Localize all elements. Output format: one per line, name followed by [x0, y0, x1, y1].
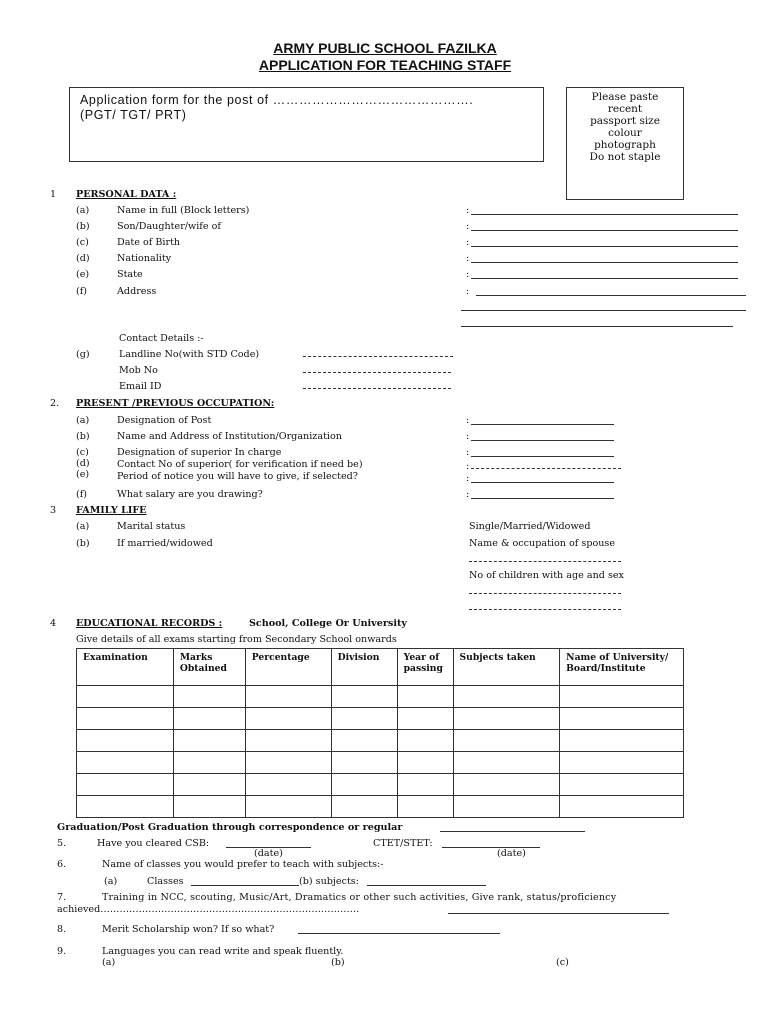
- table-cell[interactable]: [245, 686, 331, 708]
- institution-field[interactable]: [471, 440, 614, 441]
- photo-instruction-line: colour: [608, 127, 642, 139]
- table-cell[interactable]: [397, 796, 453, 818]
- item-letter: (f): [76, 286, 88, 297]
- ctet-label: CTET/STET:: [373, 838, 433, 849]
- table-cell[interactable]: [453, 686, 560, 708]
- table-cell[interactable]: [77, 752, 174, 774]
- item-letter: (b): [76, 431, 90, 442]
- address-field-line-1[interactable]: [476, 295, 746, 296]
- colon: :: [466, 237, 470, 248]
- colon: :: [466, 473, 470, 484]
- column-header-year: Year of passing: [397, 649, 453, 686]
- table-cell[interactable]: [173, 752, 245, 774]
- table-cell[interactable]: [453, 774, 560, 796]
- table-cell[interactable]: [560, 708, 684, 730]
- item-letter: (c): [76, 447, 89, 458]
- table-cell[interactable]: [453, 752, 560, 774]
- scholarship-field[interactable]: [298, 933, 500, 934]
- form-title: APPLICATION FOR TEACHING STAFF: [258, 57, 512, 73]
- item-letter: (c): [76, 237, 89, 248]
- table-cell[interactable]: [397, 752, 453, 774]
- notice-period-label: Period of notice you will have to give, if selected?: [117, 471, 358, 482]
- item-letter: (b): [76, 221, 90, 232]
- education-heading: EDUCATIONAL RECORDS :: [76, 618, 223, 629]
- table-row: [77, 752, 684, 774]
- superior-contact-field[interactable]: [471, 468, 621, 469]
- colon: :: [466, 253, 470, 264]
- table-cell[interactable]: [173, 796, 245, 818]
- item-letter: (e): [76, 469, 90, 480]
- superior-designation-label: Designation of superior In charge: [117, 447, 282, 458]
- photo-instruction-line: recent: [607, 103, 643, 115]
- post-box: [69, 87, 544, 162]
- item-letter: (g): [76, 349, 90, 360]
- email-label: Email ID: [119, 381, 162, 392]
- landline-label: Landline No(with STD Code): [119, 349, 260, 360]
- state-label: State: [117, 269, 143, 280]
- superior-contact-label: Contact No of superior( for verification if need be): [117, 459, 363, 470]
- email-field[interactable]: [303, 388, 451, 389]
- scholarship-label: Merit Scholarship won? If so what?: [102, 924, 275, 935]
- post-designation-field[interactable]: [471, 424, 614, 425]
- table-row: [77, 774, 684, 796]
- children-field-line-1[interactable]: [469, 593, 621, 594]
- training-field[interactable]: [448, 913, 669, 914]
- question-number: 6.: [57, 859, 67, 870]
- item-letter: (e): [76, 269, 90, 280]
- column-header-institute: Name of University/ Board/Institute: [560, 649, 684, 686]
- family-heading: FAMILY LIFE: [76, 505, 147, 516]
- item-letter: (d): [76, 458, 90, 469]
- item-letter: (a): [76, 415, 90, 426]
- colon: :: [466, 447, 470, 458]
- table-cell[interactable]: [173, 774, 245, 796]
- table-cell[interactable]: [173, 686, 245, 708]
- table-cell[interactable]: [453, 796, 560, 818]
- language-c-label[interactable]: (c): [556, 957, 569, 968]
- table-cell[interactable]: [331, 686, 397, 708]
- column-header-percentage: Percentage: [245, 649, 331, 686]
- married-widowed-label: If married/widowed: [117, 538, 213, 549]
- education-instruction: Give details of all exams starting from Secondary School onwards: [76, 634, 397, 645]
- table-cell[interactable]: [245, 752, 331, 774]
- school-name: ARMY PUBLIC SCHOOL FAZILKA: [273, 40, 497, 56]
- post-applied-line[interactable]: Application form for the post of ……………………………………….: [80, 93, 474, 107]
- language-a-label[interactable]: (a): [102, 957, 116, 968]
- column-header-marks: Marks Obtained: [173, 649, 245, 686]
- item-letter: (a): [76, 521, 90, 532]
- table-cell[interactable]: [173, 730, 245, 752]
- item-letter: (a): [104, 876, 118, 887]
- question-number: 8.: [57, 924, 67, 935]
- colon: :: [466, 461, 470, 472]
- item-letter: (a): [76, 205, 90, 216]
- question-number: 9.: [57, 946, 67, 957]
- occupation-heading: PRESENT /PREVIOUS OCCUPATION:: [76, 398, 275, 409]
- section-number: 4: [50, 618, 57, 629]
- table-cell[interactable]: [560, 752, 684, 774]
- landline-field[interactable]: [303, 356, 453, 357]
- table-row: [77, 686, 684, 708]
- section-number: 3: [50, 505, 57, 516]
- table-cell[interactable]: [397, 730, 453, 752]
- salary-field[interactable]: [471, 498, 614, 499]
- colon: :: [466, 286, 470, 297]
- spouse-label: Name & occupation of spouse: [469, 538, 616, 549]
- table-cell[interactable]: [560, 796, 684, 818]
- relation-field[interactable]: [471, 230, 738, 231]
- section-number: 2.: [50, 398, 60, 409]
- children-label: No of children with age and sex: [469, 570, 624, 581]
- mobile-label: Mob No: [119, 365, 158, 376]
- marital-status-options[interactable]: Single/Married/Widowed: [469, 521, 591, 532]
- correspondence-field[interactable]: [440, 831, 585, 832]
- subjects-label: (b) subjects:: [299, 876, 359, 887]
- nationality-field[interactable]: [471, 262, 738, 263]
- column-header-subjects: Subjects taken: [453, 649, 560, 686]
- colon: :: [466, 221, 470, 232]
- table-row: [77, 730, 684, 752]
- table-row: [77, 708, 684, 730]
- colon: :: [466, 489, 470, 500]
- csb-label: Have you cleared CSB:: [97, 838, 210, 849]
- table-cell[interactable]: [245, 774, 331, 796]
- children-field-line-2[interactable]: [469, 609, 621, 610]
- photo-box[interactable]: [566, 87, 684, 200]
- full-name-field[interactable]: [471, 214, 738, 215]
- address-label: Address: [117, 286, 157, 297]
- table-cell[interactable]: [77, 774, 174, 796]
- table-cell[interactable]: [331, 774, 397, 796]
- table-cell[interactable]: [331, 796, 397, 818]
- column-header-examination: Examination: [77, 649, 174, 686]
- table-cell[interactable]: [560, 686, 684, 708]
- table-cell[interactable]: [77, 796, 174, 818]
- notice-period-field[interactable]: [471, 482, 614, 483]
- languages-label: Languages you can read write and speak fluently.: [102, 946, 344, 957]
- contact-details-heading: Contact Details :-: [119, 333, 204, 344]
- csb-date-label: (date): [254, 848, 283, 859]
- classes-field[interactable]: [191, 885, 299, 886]
- item-letter: (d): [76, 253, 90, 264]
- training-label: Training in NCC, scouting, Music/Art, Dramatics or other such activities, Give rank, status/proficiency: [102, 892, 617, 903]
- colon: :: [466, 205, 470, 216]
- table-cell[interactable]: [77, 730, 174, 752]
- education-table: [76, 648, 684, 818]
- education-subheading: School, College Or University: [249, 618, 407, 629]
- training-achieved-line[interactable]: achieved………………………………………………………………………: [57, 904, 360, 915]
- address-field-line-3[interactable]: [461, 326, 733, 327]
- table-cell[interactable]: [560, 774, 684, 796]
- table-cell[interactable]: [453, 708, 560, 730]
- spouse-field[interactable]: [469, 561, 621, 562]
- post-designation-label: Designation of Post: [117, 415, 212, 426]
- item-letter: (f): [76, 489, 88, 500]
- table-cell[interactable]: [331, 730, 397, 752]
- personal-data-heading: PERSONAL DATA :: [76, 189, 177, 200]
- colon: :: [466, 415, 470, 426]
- institution-label: Name and Address of Institution/Organization: [117, 431, 342, 442]
- table-cell[interactable]: [397, 774, 453, 796]
- table-cell[interactable]: [245, 708, 331, 730]
- table-cell[interactable]: [77, 686, 174, 708]
- photo-instruction-line: passport size: [590, 115, 660, 127]
- table-cell[interactable]: [453, 730, 560, 752]
- table-cell[interactable]: [397, 708, 453, 730]
- photo-instruction-line: Do not staple: [589, 151, 661, 163]
- correspondence-label: Graduation/Post Graduation through correspondence or regular: [57, 822, 403, 833]
- column-header-division: Division: [331, 649, 397, 686]
- ctet-date-label: (date): [497, 848, 526, 859]
- salary-label: What salary are you drawing?: [117, 489, 263, 500]
- table-cell[interactable]: [245, 796, 331, 818]
- table-cell[interactable]: [331, 752, 397, 774]
- language-b-label[interactable]: (b): [331, 957, 345, 968]
- full-name-label: Name in full (Block letters): [117, 205, 250, 216]
- nationality-label: Nationality: [117, 253, 172, 264]
- table-cell[interactable]: [331, 708, 397, 730]
- table-row: [77, 796, 684, 818]
- table-cell[interactable]: [173, 708, 245, 730]
- question-number: 7.: [57, 892, 67, 903]
- section-number: 1: [50, 189, 57, 200]
- marital-status-label: Marital status: [117, 521, 186, 532]
- photo-instruction-line: Please paste: [591, 91, 659, 103]
- table-cell[interactable]: [77, 708, 174, 730]
- address-field-line-2[interactable]: [461, 310, 746, 311]
- table-cell[interactable]: [560, 730, 684, 752]
- education-table-body: [77, 686, 684, 818]
- classes-preference-label: Name of classes you would prefer to teach with subjects:-: [102, 859, 384, 870]
- state-field[interactable]: [471, 278, 738, 279]
- colon: :: [466, 431, 470, 442]
- table-cell[interactable]: [245, 730, 331, 752]
- table-header-row: [77, 649, 684, 686]
- subjects-field[interactable]: [367, 885, 486, 886]
- dob-label: Date of Birth: [117, 237, 181, 248]
- relation-label: Son/Daughter/wife of: [117, 221, 221, 232]
- superior-designation-field[interactable]: [471, 456, 614, 457]
- photo-instruction-line: photograph: [594, 139, 656, 151]
- dob-field[interactable]: [471, 246, 738, 247]
- item-letter: (b): [76, 538, 90, 549]
- mobile-field[interactable]: [303, 372, 451, 373]
- classes-label: Classes: [147, 876, 184, 887]
- table-cell[interactable]: [397, 686, 453, 708]
- colon: :: [466, 269, 470, 280]
- question-number: 5.: [57, 838, 67, 849]
- post-category: (PGT/ TGT/ PRT): [80, 108, 187, 122]
